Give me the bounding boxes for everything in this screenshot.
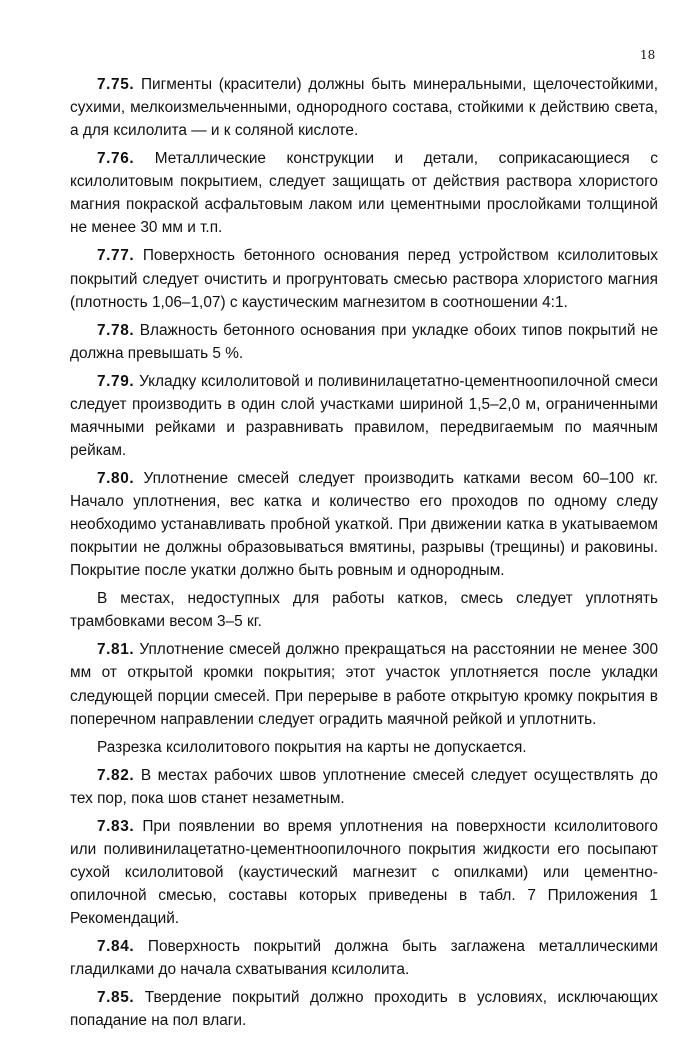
clause-text: Пигменты (красители) должны быть минеральными, щелочестойкими, сухими, мелкоизмельченными, однородного состава, стойкими к действию света, а для ксилолита — и к соляной кислоте. bbox=[70, 76, 658, 140]
clause-number: 7.83. bbox=[97, 817, 135, 835]
clause-text: При появлении во время уплотнения на поверхности ксилолитового или поливинилацетатно-цементноопилочного покрытия жидкости его посыпают сухой ксилолитовой (каустический магнезит с опилками) или цементно-опилочной смесью, составы которых приведены в табл. 7 Приложения 1 Рекомендаций. bbox=[70, 817, 658, 928]
clause-number: 7.75. bbox=[97, 76, 135, 93]
paragraph-7-79 bbox=[70, 370, 658, 462]
clause-text: Уплотнение смесей должно прекращаться на расстоянии не менее 300 мм от открытой кромки покрытия; этот участок уплотняется после укладки следующей порции смесей. При перерыве в работе открытую кромку покрытия в поперечном направлении следует оградить маячной рейкой и уплотнить. bbox=[70, 641, 658, 728]
paragraph-7-80-continued bbox=[70, 587, 658, 633]
clause-number: 7.84. bbox=[97, 938, 135, 956]
clause-number: 7.79. bbox=[97, 372, 135, 390]
clause-text: Уплотнение смесей следует производить катками весом 60–100 кг. Начало уплотнения, вес катка и количество его проходов по одному следу необходимо устанавливать пробной укаткой. При движении катка в укатываемом покрытии не должны образовываться вмятины, разрывы (трещины) и раковины. Покрытие после укатки должно быть ровным и однородным. bbox=[70, 469, 658, 580]
clause-number: 7.78. bbox=[97, 321, 135, 339]
clause-text: В местах, недоступных для работы катков, смесь следует уплотнять трамбовками весом 3–5 кг. bbox=[70, 590, 658, 631]
paragraph-7-84 bbox=[70, 935, 658, 981]
paragraph-7-77 bbox=[70, 244, 658, 313]
clause-text: Поверхность покрытий должна быть заглажена металлическими гладилками до начала схватывания ксилолита. bbox=[70, 938, 658, 979]
clause-text: Разрезка ксилолитового покрытия на карты не допускается. bbox=[97, 738, 527, 756]
clause-number: 7.80. bbox=[97, 469, 135, 487]
clause-number: 7.85. bbox=[97, 989, 135, 1007]
clause-text: Влажность бетонного основания при укладке обоих типов покрытий не должна превышать 5 %. bbox=[70, 321, 658, 362]
clause-number: 7.81. bbox=[97, 641, 135, 659]
paragraph-7-76 bbox=[70, 147, 658, 239]
clause-number: 7.77. bbox=[97, 247, 135, 265]
document-body bbox=[70, 73, 658, 1037]
paragraph-7-75 bbox=[70, 73, 658, 142]
paragraph-7-82 bbox=[70, 764, 658, 810]
clause-number: 7.76. bbox=[97, 150, 135, 168]
clause-text: Поверхность бетонного основания перед устройством ксилолитовых покрытий следует очистить и прогрунтовать смесью раствора хлористого магния (плотность 1,06–1,07) с каустическим магнезитом в соотношении 4:1. bbox=[70, 247, 658, 311]
paragraph-7-83 bbox=[70, 815, 658, 930]
paragraph-7-81-continued bbox=[70, 736, 658, 759]
paragraph-7-85 bbox=[70, 986, 658, 1032]
clause-number: 7.82. bbox=[97, 766, 135, 784]
paragraph-7-81 bbox=[70, 638, 658, 730]
clause-text: Укладку ксилолитовой и поливинилацетатно-цементноопилочной смеси следует производить в один слой участками шириной 1,5–2,0 м, ограниченными маячными рейками и разравнивать правилом, передвигаемым по маячным рейкам. bbox=[70, 372, 658, 459]
paragraph-7-80 bbox=[70, 467, 658, 582]
paragraph-7-78 bbox=[70, 319, 658, 365]
clause-text: В местах рабочих швов уплотнение смесей следует осуществлять до тех пор, пока шов станет незаметным. bbox=[70, 766, 658, 807]
clause-text: Твердение покрытий должно проходить в условиях, исключающих попадание на пол влаги. bbox=[70, 989, 658, 1030]
clause-text: Металлические конструкции и детали, соприкасающиеся с ксилолитовым покрытием, следует защищать от действия раствора хлористого магния покраской асфальтовым лаком или цементными прослойками толщиной не менее 30 мм и т.п. bbox=[70, 150, 659, 237]
page-number: 18 bbox=[640, 48, 656, 62]
